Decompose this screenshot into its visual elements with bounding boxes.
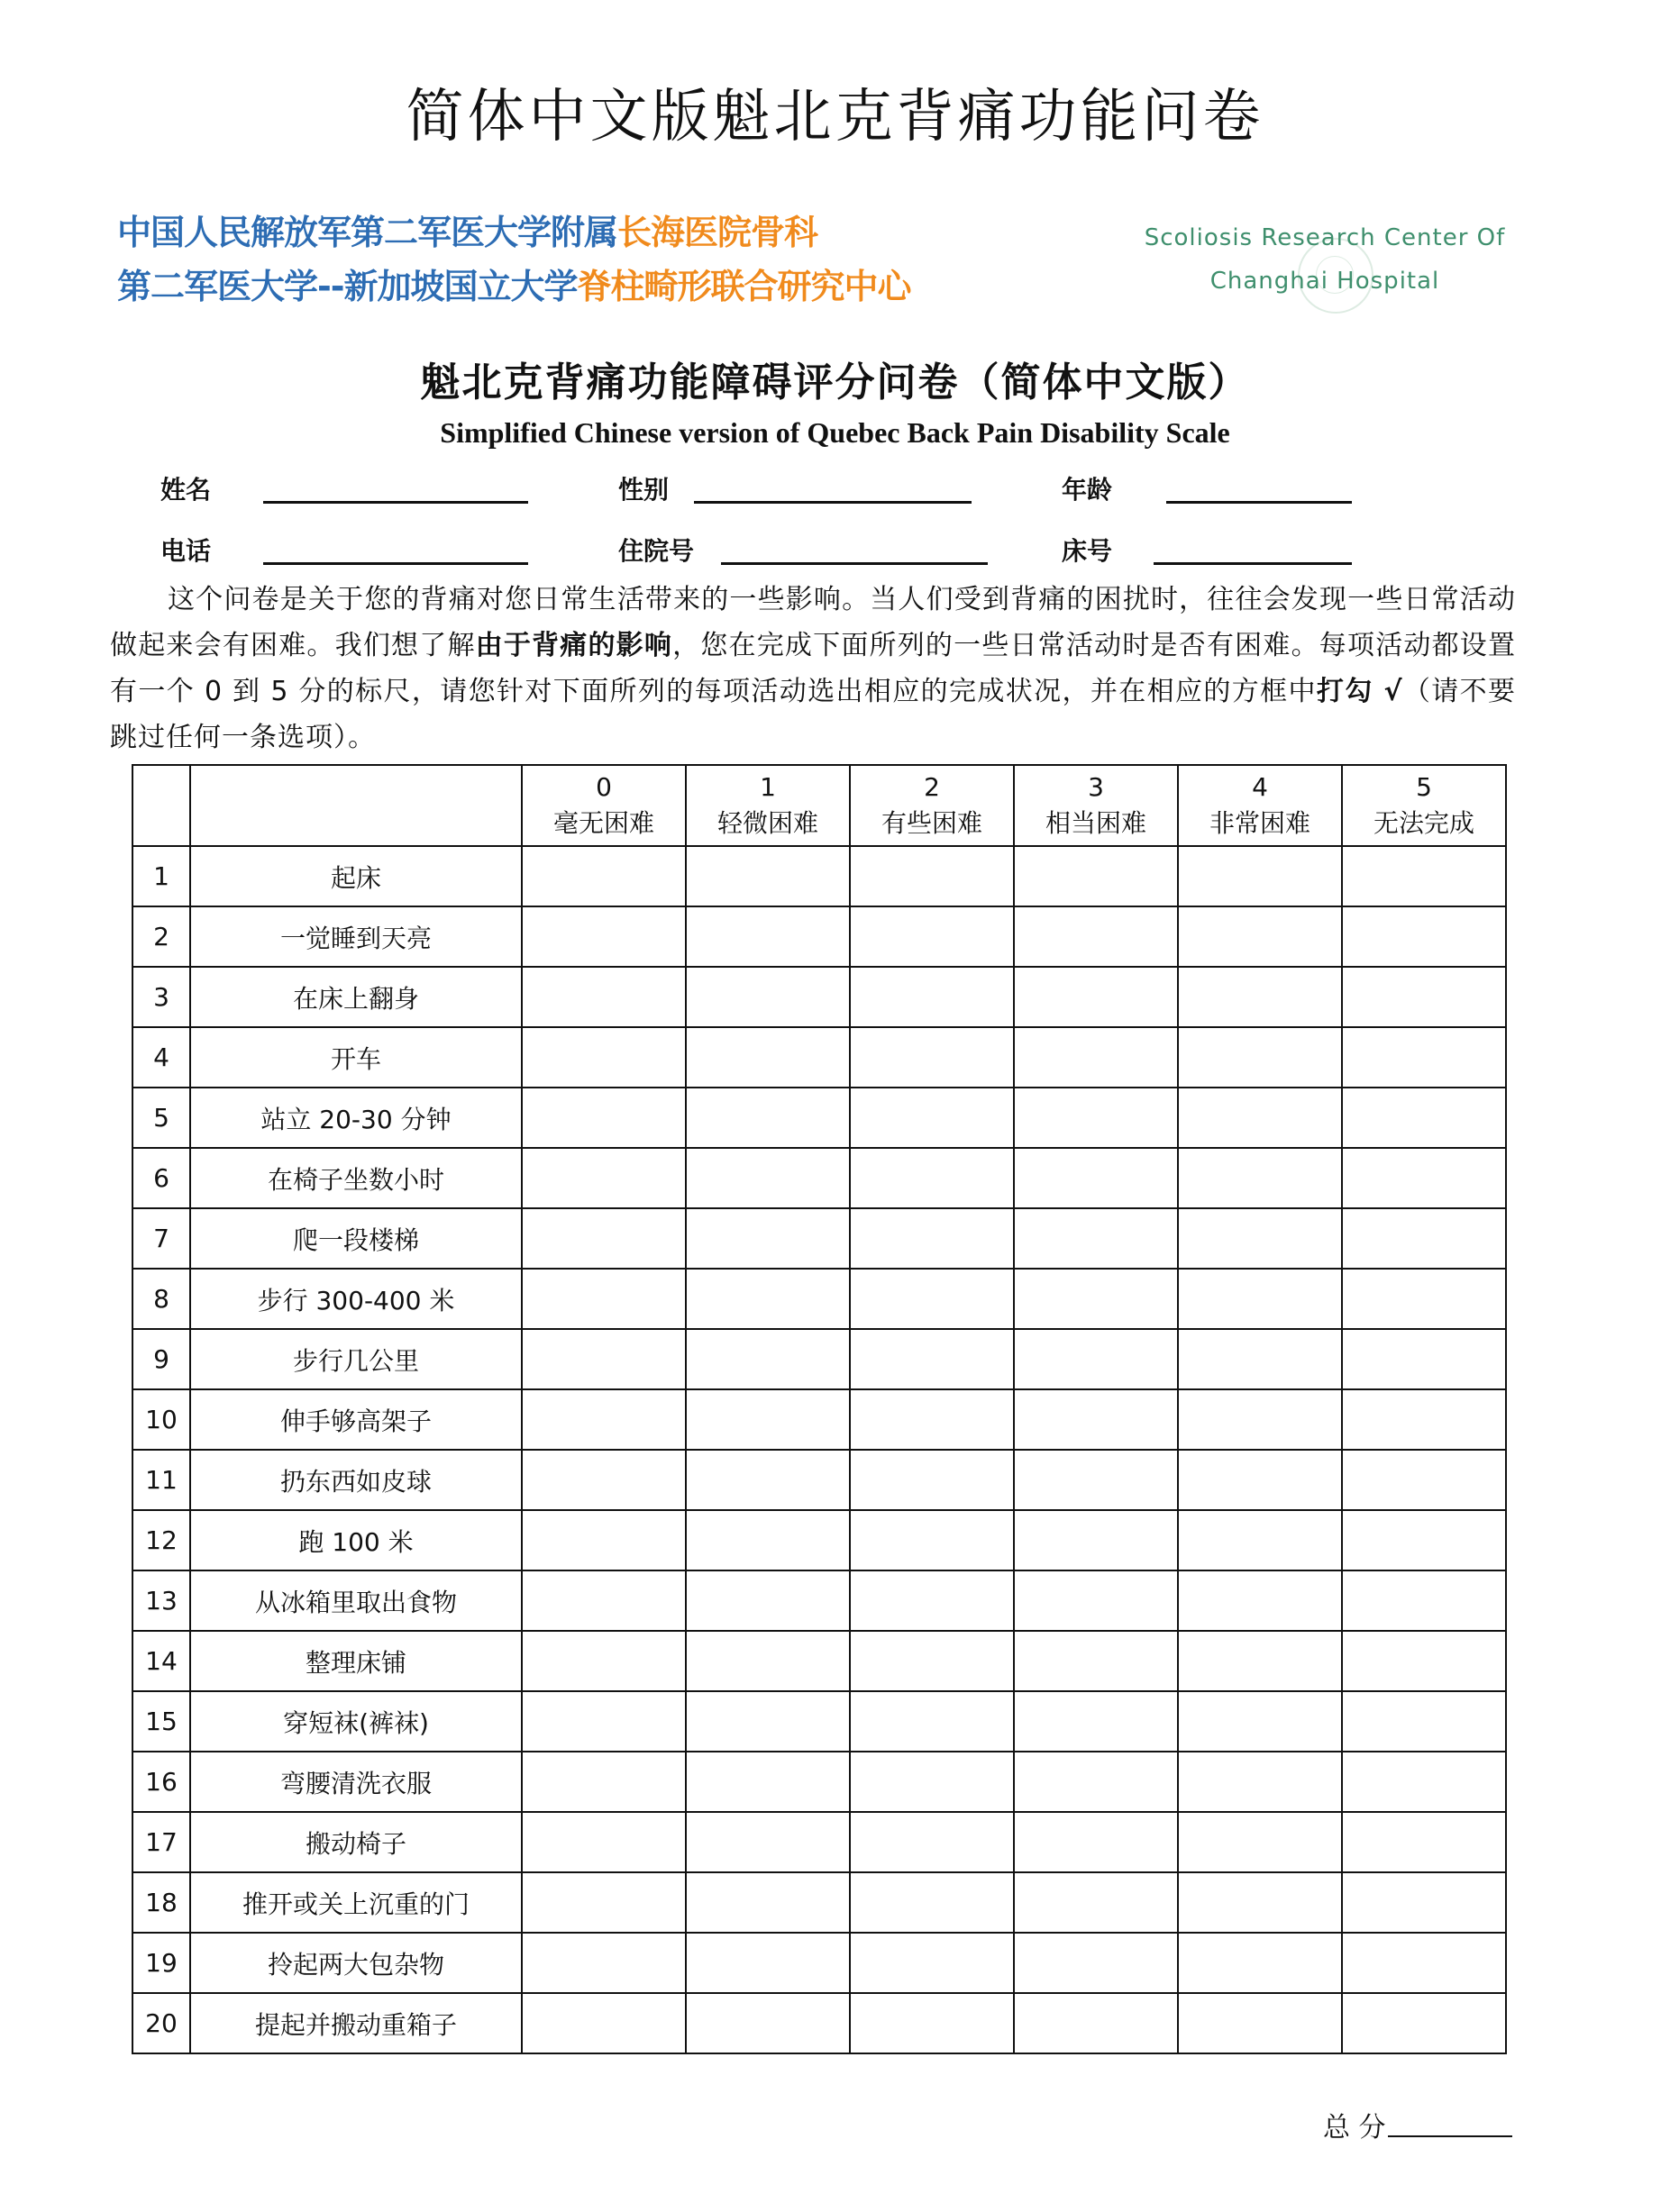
instructions-part-3: （请不要跳过任何一条选项）。 xyxy=(110,676,1516,753)
check-cell-level-2[interactable] xyxy=(850,1570,1014,1631)
check-cell-level-1[interactable] xyxy=(686,1148,850,1208)
name-field[interactable] xyxy=(263,501,528,504)
check-cell-level-0[interactable] xyxy=(522,967,686,1027)
check-cell-level-0[interactable] xyxy=(522,1389,686,1450)
check-cell-level-1[interactable] xyxy=(686,1631,850,1691)
check-cell-level-3[interactable] xyxy=(1014,967,1178,1027)
check-cell-level-2[interactable] xyxy=(850,1269,1014,1329)
level-label: 无法完成 xyxy=(1373,808,1474,838)
table-row xyxy=(132,1752,1506,1812)
item-number: 14 xyxy=(132,1631,190,1691)
check-cell-level-0[interactable] xyxy=(522,1752,686,1812)
research-center-line-2: Changhai Hospital xyxy=(1209,268,1440,295)
level-score: 2 xyxy=(924,772,940,802)
check-cell-level-5[interactable] xyxy=(1342,1510,1506,1570)
header-activity-cell xyxy=(190,765,522,846)
org-line-2-blue: 第二军医大学--新加坡国立大学 xyxy=(117,267,578,306)
check-cell-level-3[interactable] xyxy=(1014,1812,1178,1872)
research-center-label xyxy=(1091,216,1559,303)
check-cell-level-1[interactable] xyxy=(686,1812,850,1872)
check-cell-level-1[interactable] xyxy=(686,1088,850,1148)
table-row xyxy=(132,1148,1506,1208)
check-cell-level-2[interactable] xyxy=(850,1088,1014,1148)
table-row xyxy=(132,846,1506,906)
check-cell-level-3[interactable] xyxy=(1014,1993,1178,2053)
item-number: 18 xyxy=(132,1872,190,1933)
level-score: 3 xyxy=(1088,772,1104,802)
check-cell-level-3[interactable] xyxy=(1014,1027,1178,1088)
check-cell-level-3[interactable] xyxy=(1014,1208,1178,1269)
level-label: 轻微困难 xyxy=(716,808,818,838)
check-cell-level-1[interactable] xyxy=(686,1570,850,1631)
table-header-row xyxy=(132,765,1506,846)
check-cell-level-1[interactable] xyxy=(686,1752,850,1812)
check-cell-level-2[interactable] xyxy=(850,1752,1014,1812)
item-activity: 在椅子坐数小时 xyxy=(190,1148,522,1208)
item-activity: 穿短袜(裤袜) xyxy=(190,1691,522,1752)
check-cell-level-3[interactable] xyxy=(1014,1631,1178,1691)
item-activity: 跑 100 米 xyxy=(190,1510,522,1570)
item-number: 8 xyxy=(132,1269,190,1329)
item-activity: 拎起两大包杂物 xyxy=(190,1933,522,1993)
check-cell-level-5[interactable] xyxy=(1342,1148,1506,1208)
check-cell-level-2[interactable] xyxy=(850,846,1014,906)
instructions-emphasis-1: 由于背痛的影响 xyxy=(475,630,673,661)
check-cell-level-2[interactable] xyxy=(850,1027,1014,1088)
check-cell-level-0[interactable] xyxy=(522,1933,686,1993)
table-row xyxy=(132,906,1506,967)
check-cell-level-4[interactable] xyxy=(1178,906,1342,967)
table-row xyxy=(132,1872,1506,1933)
item-activity: 步行 300-400 米 xyxy=(190,1269,522,1329)
bed-number-label: 床号 xyxy=(1062,536,1113,566)
item-number: 10 xyxy=(132,1389,190,1450)
check-cell-level-4[interactable] xyxy=(1178,1088,1342,1148)
check-cell-level-4[interactable] xyxy=(1178,1510,1342,1570)
level-score: 1 xyxy=(760,772,776,802)
check-cell-level-2[interactable] xyxy=(850,1208,1014,1269)
disability-scale-table xyxy=(132,764,1507,2054)
document-subtitle: Simplified Chinese version of Quebec Back Pain Disability Scale xyxy=(440,416,1230,449)
check-cell-level-1[interactable] xyxy=(686,1450,850,1510)
check-cell-level-5[interactable] xyxy=(1342,1812,1506,1872)
page-title: 简体中文版魁北克背痛功能问卷 xyxy=(406,84,1264,150)
check-cell-level-2[interactable] xyxy=(850,1812,1014,1872)
table-row xyxy=(132,1691,1506,1752)
check-cell-level-4[interactable] xyxy=(1178,1993,1342,2053)
research-center-line-1: Scoliosis Research Center Of xyxy=(1144,224,1506,251)
phone-label: 电话 xyxy=(160,536,212,566)
instructions-emphasis-2: 打勾 √ xyxy=(1316,676,1403,707)
check-cell-level-5[interactable] xyxy=(1342,1450,1506,1510)
check-cell-level-3[interactable] xyxy=(1014,1570,1178,1631)
item-number: 17 xyxy=(132,1812,190,1872)
check-cell-level-5[interactable] xyxy=(1342,1027,1506,1088)
check-cell-level-5[interactable] xyxy=(1342,1570,1506,1631)
check-cell-level-4[interactable] xyxy=(1178,1329,1342,1389)
item-number: 4 xyxy=(132,1027,190,1088)
item-number: 15 xyxy=(132,1691,190,1752)
item-activity: 从冰箱里取出食物 xyxy=(190,1570,522,1631)
check-cell-level-5[interactable] xyxy=(1342,1872,1506,1933)
table-row xyxy=(132,1933,1506,1993)
item-activity: 整理床铺 xyxy=(190,1631,522,1691)
total-score-label: 总 分 xyxy=(1323,2112,1386,2144)
item-number: 13 xyxy=(132,1570,190,1631)
check-cell-level-1[interactable] xyxy=(686,846,850,906)
check-cell-level-1[interactable] xyxy=(686,1208,850,1269)
org-line-2-orange: 脊柱畸形联合研究中心 xyxy=(577,267,911,306)
level-label: 毫无困难 xyxy=(552,808,654,838)
item-number: 1 xyxy=(132,846,190,906)
table-row xyxy=(132,1450,1506,1510)
level-score: 0 xyxy=(596,772,612,802)
instructions-paragraph xyxy=(110,577,1516,760)
check-cell-level-4[interactable] xyxy=(1178,1269,1342,1329)
item-number: 11 xyxy=(132,1450,190,1510)
check-cell-level-5[interactable] xyxy=(1342,906,1506,967)
check-cell-level-1[interactable] xyxy=(686,967,850,1027)
org-line-1 xyxy=(117,205,911,259)
check-cell-level-4[interactable] xyxy=(1178,967,1342,1027)
check-cell-level-2[interactable] xyxy=(850,967,1014,1027)
check-cell-level-4[interactable] xyxy=(1178,1872,1342,1933)
sex-label: 性别 xyxy=(618,475,670,505)
check-cell-level-2[interactable] xyxy=(850,1631,1014,1691)
item-number: 9 xyxy=(132,1329,190,1389)
check-cell-level-5[interactable] xyxy=(1342,1631,1506,1691)
instructions-part-2: ，您在完成下面所列的一些日常活动时是否有困难。每项活动都设置有一个 0 到 5 分的标尺，请您针对下面所列的每项活动选出相应的完成状况，并在相应的方框中 xyxy=(110,630,1517,707)
check-cell-level-2[interactable] xyxy=(850,1993,1014,2053)
check-cell-level-2[interactable] xyxy=(850,1691,1014,1752)
check-cell-level-3[interactable] xyxy=(1014,1510,1178,1570)
check-cell-level-1[interactable] xyxy=(686,906,850,967)
check-cell-level-0[interactable] xyxy=(522,1993,686,2053)
table-row xyxy=(132,1389,1506,1450)
item-activity: 推开或关上沉重的门 xyxy=(190,1872,522,1933)
organization-header xyxy=(117,205,911,314)
level-label: 非常困难 xyxy=(1209,808,1310,838)
header-level-1 xyxy=(686,765,850,846)
check-cell-level-4[interactable] xyxy=(1178,1208,1342,1269)
check-cell-level-5[interactable] xyxy=(1342,846,1506,906)
check-cell-level-1[interactable] xyxy=(686,1027,850,1088)
item-number: 6 xyxy=(132,1148,190,1208)
check-cell-level-2[interactable] xyxy=(850,1872,1014,1933)
check-cell-level-5[interactable] xyxy=(1342,1269,1506,1329)
check-cell-level-2[interactable] xyxy=(850,1389,1014,1450)
check-cell-level-4[interactable] xyxy=(1178,1812,1342,1872)
level-score: 5 xyxy=(1416,772,1432,802)
instructions xyxy=(110,577,1516,760)
table-row xyxy=(132,1631,1506,1691)
org-line-1-orange: 长海医院骨科 xyxy=(617,213,818,252)
check-cell-level-3[interactable] xyxy=(1014,1450,1178,1510)
header-level-2 xyxy=(850,765,1014,846)
check-cell-level-0[interactable] xyxy=(522,1570,686,1631)
table-row xyxy=(132,1208,1506,1269)
table-body xyxy=(132,846,1506,2053)
item-activity: 提起并搬动重箱子 xyxy=(190,1993,522,2053)
check-cell-level-0[interactable] xyxy=(522,1631,686,1691)
check-cell-level-0[interactable] xyxy=(522,1450,686,1510)
check-cell-level-0[interactable] xyxy=(522,1269,686,1329)
check-cell-level-4[interactable] xyxy=(1178,1450,1342,1510)
check-cell-level-4[interactable] xyxy=(1178,1691,1342,1752)
check-cell-level-2[interactable] xyxy=(850,1933,1014,1993)
check-cell-level-0[interactable] xyxy=(522,1329,686,1389)
item-number: 2 xyxy=(132,906,190,967)
phone-field[interactable] xyxy=(263,562,528,565)
check-cell-level-0[interactable] xyxy=(522,1208,686,1269)
header-level-0 xyxy=(522,765,686,846)
check-cell-level-1[interactable] xyxy=(686,1510,850,1570)
item-activity: 爬一段楼梯 xyxy=(190,1208,522,1269)
check-cell-level-1[interactable] xyxy=(686,1933,850,1993)
check-cell-level-3[interactable] xyxy=(1014,906,1178,967)
check-cell-level-5[interactable] xyxy=(1342,1329,1506,1389)
age-field[interactable] xyxy=(1166,501,1352,504)
check-cell-level-1[interactable] xyxy=(686,1329,850,1389)
check-cell-level-3[interactable] xyxy=(1014,1752,1178,1812)
check-cell-level-0[interactable] xyxy=(522,846,686,906)
check-cell-level-2[interactable] xyxy=(850,1329,1014,1389)
check-cell-level-5[interactable] xyxy=(1342,1088,1506,1148)
check-cell-level-4[interactable] xyxy=(1178,1933,1342,1993)
check-cell-level-4[interactable] xyxy=(1178,1389,1342,1450)
item-activity: 弯腰清洗衣服 xyxy=(190,1752,522,1812)
item-activity: 一觉睡到天亮 xyxy=(190,906,522,967)
check-cell-level-5[interactable] xyxy=(1342,967,1506,1027)
check-cell-level-1[interactable] xyxy=(686,1389,850,1450)
item-number: 12 xyxy=(132,1510,190,1570)
check-cell-level-3[interactable] xyxy=(1014,1329,1178,1389)
check-cell-level-5[interactable] xyxy=(1342,1993,1506,2053)
table-row xyxy=(132,1269,1506,1329)
check-cell-level-0[interactable] xyxy=(522,1088,686,1148)
check-cell-level-2[interactable] xyxy=(850,906,1014,967)
check-cell-level-1[interactable] xyxy=(686,1269,850,1329)
item-number: 20 xyxy=(132,1993,190,2053)
item-number: 7 xyxy=(132,1208,190,1269)
table-row xyxy=(132,1329,1506,1389)
total-score-field[interactable] xyxy=(1388,2135,1512,2137)
check-cell-level-1[interactable] xyxy=(686,1691,850,1752)
item-number: 16 xyxy=(132,1752,190,1812)
check-cell-level-0[interactable] xyxy=(522,1812,686,1872)
check-cell-level-3[interactable] xyxy=(1014,1389,1178,1450)
header-level-4 xyxy=(1178,765,1342,846)
admission-number-field[interactable] xyxy=(721,562,988,565)
org-line-2 xyxy=(117,259,911,314)
item-activity: 在床上翻身 xyxy=(190,967,522,1027)
item-activity: 开车 xyxy=(190,1027,522,1088)
check-cell-level-5[interactable] xyxy=(1342,1933,1506,1993)
header-number-cell xyxy=(132,765,190,846)
check-cell-level-0[interactable] xyxy=(522,1872,686,1933)
check-cell-level-4[interactable] xyxy=(1178,846,1342,906)
check-cell-level-2[interactable] xyxy=(850,1148,1014,1208)
item-number: 3 xyxy=(132,967,190,1027)
check-cell-level-4[interactable] xyxy=(1178,1148,1342,1208)
check-cell-level-1[interactable] xyxy=(686,1993,850,2053)
check-cell-level-0[interactable] xyxy=(522,1691,686,1752)
age-label: 年龄 xyxy=(1062,475,1113,505)
header-level-5 xyxy=(1342,765,1506,846)
level-label: 有些困难 xyxy=(881,808,982,838)
item-activity: 搬动椅子 xyxy=(190,1812,522,1872)
check-cell-level-1[interactable] xyxy=(686,1872,850,1933)
check-cell-level-5[interactable] xyxy=(1342,1208,1506,1269)
level-score: 4 xyxy=(1252,772,1268,802)
check-cell-level-2[interactable] xyxy=(850,1510,1014,1570)
header-level-3 xyxy=(1014,765,1178,846)
check-cell-level-0[interactable] xyxy=(522,1027,686,1088)
table-row xyxy=(132,1570,1506,1631)
item-activity: 扔东西如皮球 xyxy=(190,1450,522,1510)
sex-field[interactable] xyxy=(694,501,972,504)
item-activity: 伸手够高架子 xyxy=(190,1389,522,1450)
instructions-part-1: 这个问卷是关于您的背痛对您日常生活带来的一些影响。当人们受到背痛的困扰时，往往会发现一些日常活动做起来会有困难。我们想了解 xyxy=(110,584,1516,661)
table-row xyxy=(132,1088,1506,1148)
level-label: 相当困难 xyxy=(1045,808,1146,838)
check-cell-level-0[interactable] xyxy=(522,1510,686,1570)
item-number: 19 xyxy=(132,1933,190,1993)
check-cell-level-5[interactable] xyxy=(1342,1691,1506,1752)
table-row xyxy=(132,1993,1506,2053)
check-cell-level-5[interactable] xyxy=(1342,1389,1506,1450)
check-cell-level-0[interactable] xyxy=(522,1148,686,1208)
table-row xyxy=(132,1812,1506,1872)
check-cell-level-3[interactable] xyxy=(1014,1088,1178,1148)
check-cell-level-3[interactable] xyxy=(1014,1269,1178,1329)
admission-number-label: 住院号 xyxy=(618,536,695,566)
item-activity: 步行几公里 xyxy=(190,1329,522,1389)
check-cell-level-3[interactable] xyxy=(1014,1872,1178,1933)
item-activity: 起床 xyxy=(190,846,522,906)
check-cell-level-3[interactable] xyxy=(1014,1933,1178,1993)
bed-number-field[interactable] xyxy=(1154,562,1352,565)
check-cell-level-0[interactable] xyxy=(522,906,686,967)
check-cell-level-4[interactable] xyxy=(1178,1752,1342,1812)
org-line-1-blue: 中国人民解放军第二军医大学附属 xyxy=(117,213,618,252)
check-cell-level-3[interactable] xyxy=(1014,1691,1178,1752)
check-cell-level-4[interactable] xyxy=(1178,1027,1342,1088)
check-cell-level-3[interactable] xyxy=(1014,1148,1178,1208)
document-title: 魁北克背痛功能障碍评分问卷（简体中文版） xyxy=(420,360,1250,405)
item-activity: 站立 20-30 分钟 xyxy=(190,1088,522,1148)
table-row xyxy=(132,1027,1506,1088)
name-label: 姓名 xyxy=(160,475,212,505)
check-cell-level-3[interactable] xyxy=(1014,846,1178,906)
check-cell-level-2[interactable] xyxy=(850,1450,1014,1510)
table-row xyxy=(132,967,1506,1027)
item-number: 5 xyxy=(132,1088,190,1148)
check-cell-level-4[interactable] xyxy=(1178,1570,1342,1631)
check-cell-level-4[interactable] xyxy=(1178,1631,1342,1691)
check-cell-level-5[interactable] xyxy=(1342,1752,1506,1812)
table-row xyxy=(132,1510,1506,1570)
